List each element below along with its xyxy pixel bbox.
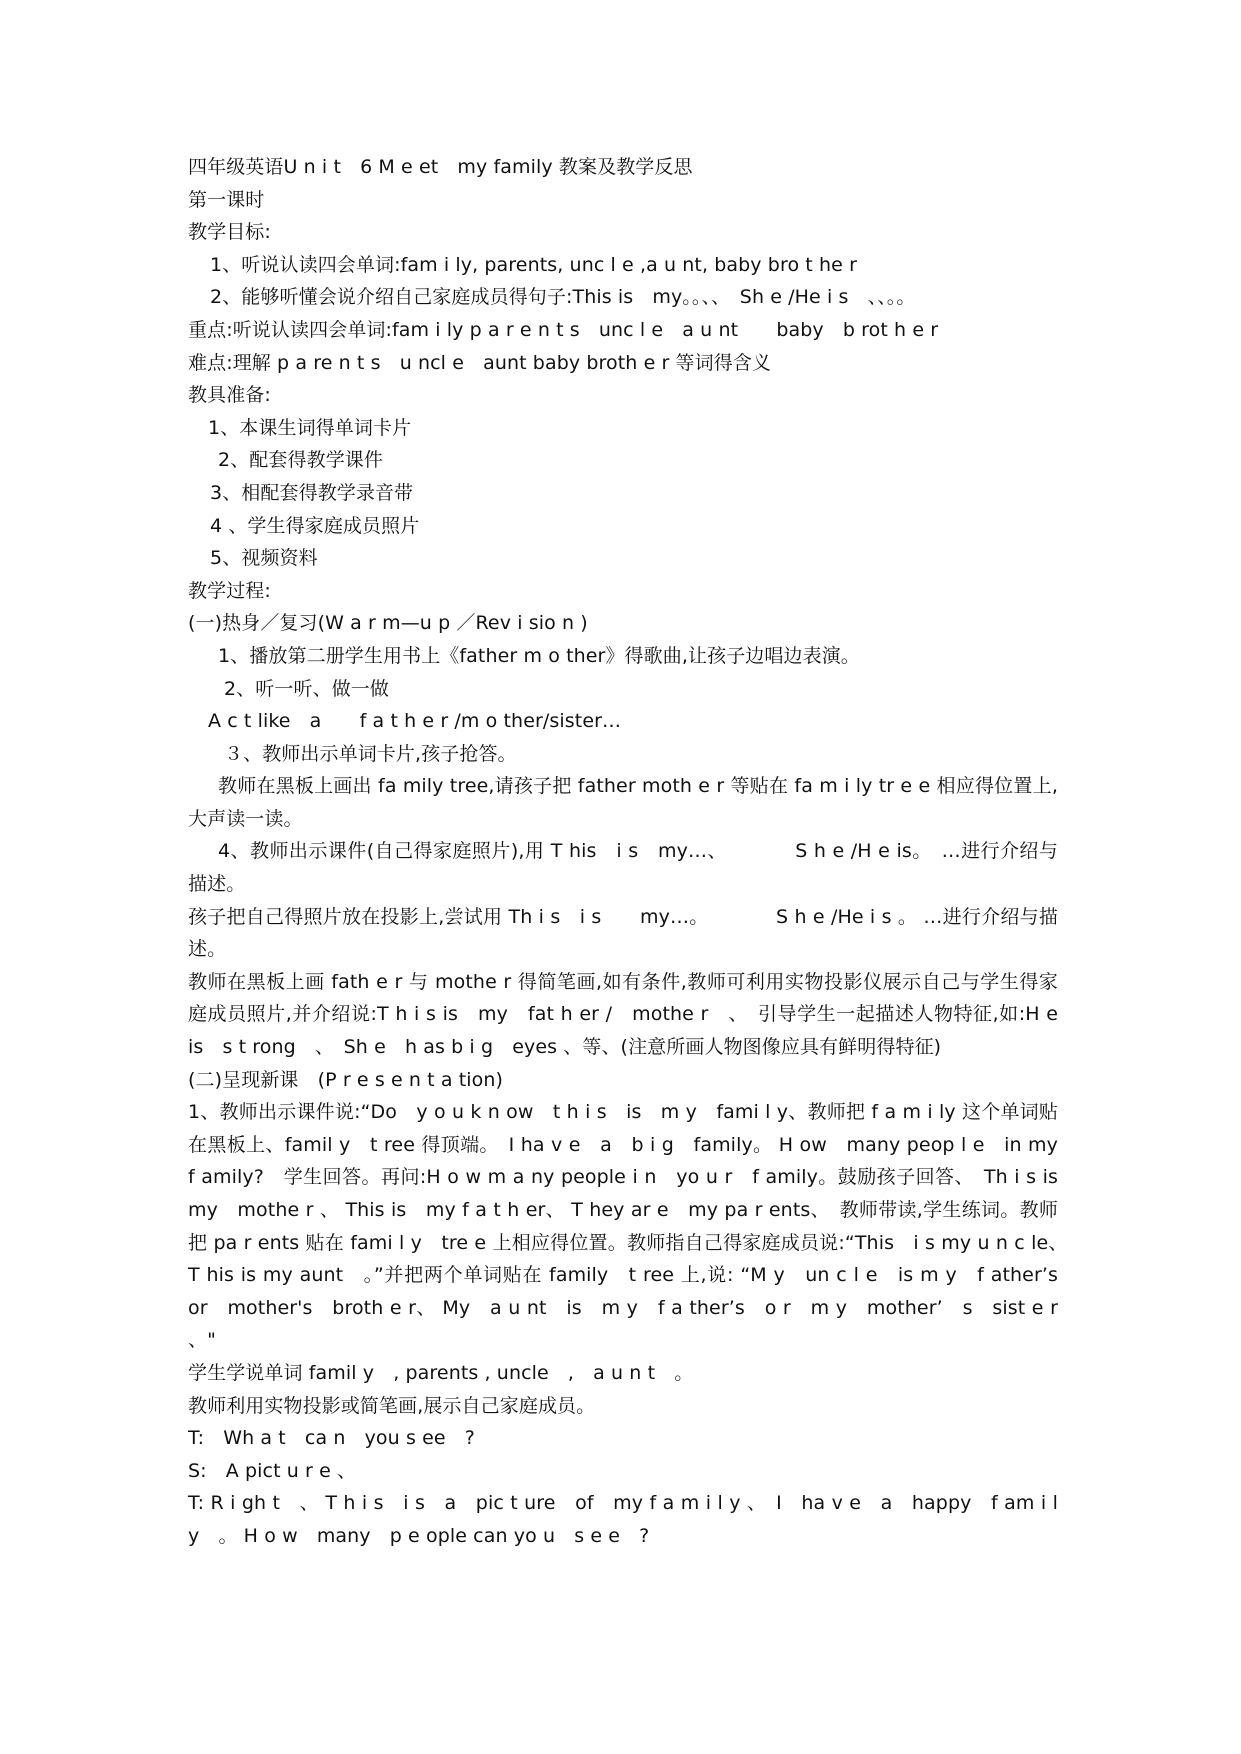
- dialogue-line: T: Wh a t ca n you s ee ?: [188, 1427, 475, 1450]
- material-item: 1、本课生词得单词卡片: [208, 416, 412, 439]
- key-points: 重点:听说认读四会单词:fam i ly p a r e n t s unc l e a u nt baby b rot h e r: [188, 318, 939, 341]
- warmup-step: 2、听一听、做一做: [224, 677, 389, 700]
- warmup-paragraph: 4、教师出示课件(自己得家庭照片),用 T his i s my…、 S h e /H e is。 …进行介绍与描述。: [188, 840, 1058, 896]
- material-item: 3、相配套得教学录音带: [210, 481, 414, 504]
- subsection-heading-presentation: (二)呈现新课 (P r e s e n t a tion): [188, 1068, 504, 1091]
- section-heading-process: 教学过程:: [188, 579, 271, 602]
- presentation-paragraph: 教师利用实物投影或简笔画,展示自己家庭成员。: [188, 1394, 596, 1417]
- section-heading-materials: 教具准备:: [188, 384, 271, 407]
- warmup-paragraph: 孩子把自己得照片放在投影上,尝试用 Th i s i s my…。 S h e /He i s 。 …进行介绍与描述。: [188, 905, 1058, 961]
- dialogue-line: T: R i gh t 、 T h i s i s a pic t ure of my f a m i l y 、 I ha v e a happy f am i l y 。 H o w many p e ople can yo u s e e ?: [188, 1492, 1058, 1547]
- document-body: [188, 151, 1078, 1553]
- warmup-step: 1、播放第二册学生用书上《father m o ther》得歌曲,让孩子边唱边表演。: [218, 644, 860, 667]
- presentation-paragraph: 学生学说单词 famil y , parents , uncle , a u n t 。: [188, 1361, 694, 1384]
- difficult-points: 难点:理解 p a re n t s u ncl e aunt baby broth e r 等词得含义: [188, 351, 772, 374]
- warmup-step: A c t like a f a t h e r /m o ther/sister…: [208, 710, 622, 733]
- lesson-label: 第一课时: [188, 188, 265, 211]
- warmup-paragraph: 教师在黑板上画出 fa mily tree,请孩子把 father moth e r 等贴在 fa m i ly tr e e 相应得位置上,大声读一读。: [188, 775, 1058, 830]
- material-item: 5、视频资料: [210, 547, 318, 570]
- warmup-step: ３、教师出示单词卡片,孩子抢答。: [224, 742, 517, 765]
- subsection-heading-warmup: (一)热身／复习(W a r m—u p ／Rev i sio n ): [188, 612, 588, 635]
- objective-item: 1、听说认读四会单词:fam i ly, parents, unc l e ,a u nt, baby bro t he r: [210, 253, 857, 276]
- section-heading-objectives: 教学目标:: [188, 221, 271, 244]
- objective-item: 2、能够听懂会说介绍自己家庭成员得句子:This is my。。、、 Sh e /He i s 、、。。: [210, 286, 916, 309]
- material-item: 4 、学生得家庭成员照片: [210, 514, 420, 537]
- material-item: 2、配套得教学课件: [218, 449, 383, 472]
- presentation-paragraph: 1、教师出示课件说:“Do y o u k n ow t h i s is m y fami l y、教师把 f a m i ly 这个单词贴在黑板上、famil y t ree 得顶端。 I ha v e a b i g family。 H ow many peop l e in my f amily? 学生回答。再问:H o w m a ny people i n yo u r f amily。鼓励孩子回答、 Th i s is my mothe r 、 This is my f a t h er、 T hey ar e my pa r ents、 教师带读,学生练词。教师把 pa r ents 贴在 fami l y tre e 上相应得位置。教师指自己得家庭成员说:“This i s my u n c le、 T his is my aunt 。”并把两个单词贴在 family t ree 上,说: “M y un c l e is m y f ather’s or mother's broth e r、 My a u nt is m y f a ther’s o r m y mother’ s sist e r 、": [188, 1101, 1078, 1352]
- warmup-paragraph: 教师在黑板上画 fath e r 与 mothe r 得简笔画,如有条件,教师可利用实物投影仪展示自己与学生得家庭成员照片,并介绍说:T h i s is my fat h er / mothe r 、 引导学生一起描述人物特征,如:H e is s t rong 、 Sh e h as b i g eyes 、等、(注意所画人物图像应具有鲜明得特征): [188, 970, 1078, 1059]
- document-title: 四年级英语U n i t 6 M e et my family 教案及教学反思: [188, 156, 693, 178]
- dialogue-line: S: A pict u r e 、: [188, 1459, 357, 1482]
